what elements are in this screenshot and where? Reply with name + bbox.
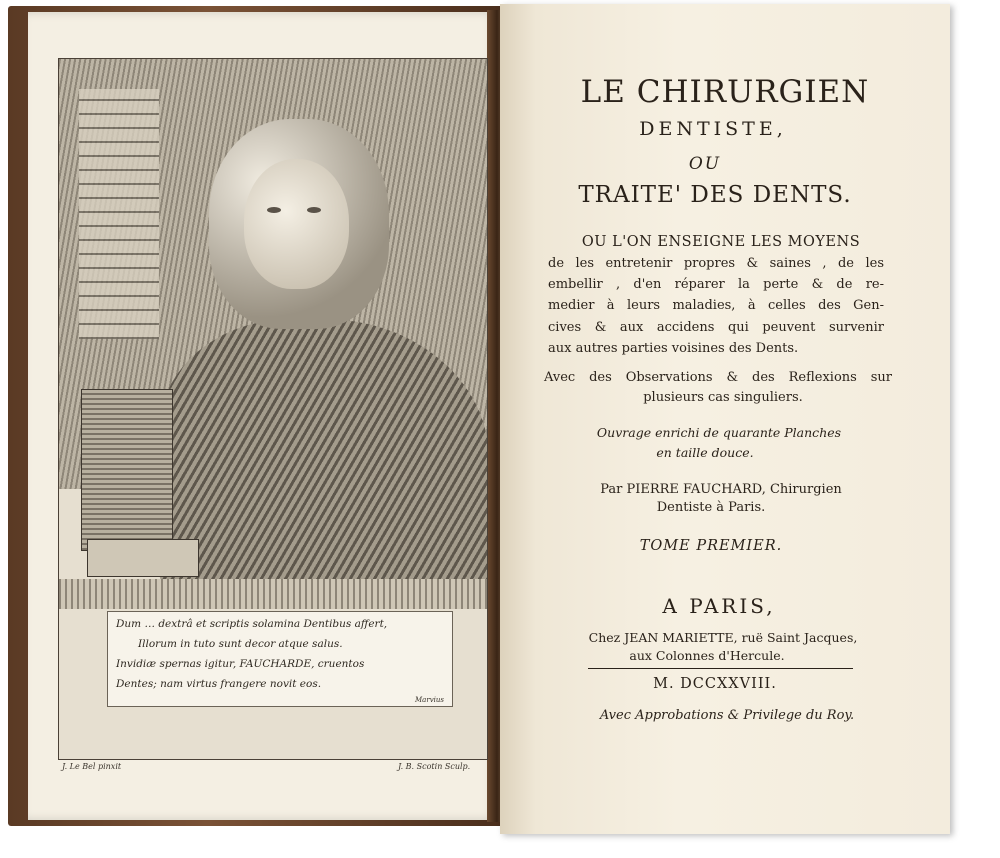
title-line-2: DENTISTE, xyxy=(639,118,787,140)
engraving-held-book xyxy=(81,389,173,551)
publisher-line-2: aux Colonnes d'Hercule. xyxy=(629,648,785,663)
publisher-line-1: Chez JEAN MARIETTE, ruë Saint Jacques, xyxy=(588,630,858,645)
verse-plaque xyxy=(107,611,453,707)
ouvrage-line-1: Ouvrage enrichi de quarante Planches xyxy=(596,425,842,440)
engraving-lower-book xyxy=(87,539,199,577)
subtitle-line-5: aux autres parties voisines des Dents. xyxy=(548,341,799,356)
engraving-eye-right xyxy=(307,207,321,213)
approbation-line: Avec Approbations & Privilege du Roy. xyxy=(599,708,855,723)
title-line-1: LE CHIRURGIEN xyxy=(580,74,870,110)
tome-label: TOME PREMIER. xyxy=(639,538,783,554)
avec-line-1: Avec des Observations & des Reflexions sur xyxy=(544,370,892,385)
verse-line-1: Dum … dextrâ et scriptis solamina Dentibus affert, xyxy=(116,618,388,630)
plaque-signature: Marvius xyxy=(415,696,444,704)
author-line-1: Par PIERRE FAUCHARD, Chirurgien xyxy=(600,482,842,497)
title-line-4: TRAITE' DES DENTS. xyxy=(578,182,852,208)
author-line-2: Dentiste à Paris. xyxy=(656,500,766,515)
ouvrage-line-2: en taille douce. xyxy=(656,445,754,460)
avec-line-2: plusieurs cas singuliers. xyxy=(643,390,803,405)
engraving-ledge xyxy=(59,579,487,609)
title-rule xyxy=(588,668,853,669)
verse-line-3: Invidiæ spernas igitur, FAUCHARDE, cruentos xyxy=(116,658,365,670)
portrait-engraving xyxy=(58,58,488,760)
city-label: A PARIS, xyxy=(662,594,776,618)
engraving-robe xyxy=(159,319,488,599)
publication-year: M. DCCXXVIII. xyxy=(653,676,777,692)
painter-credit: J. Le Bel pinxit xyxy=(62,762,122,771)
engraving-face xyxy=(244,159,349,289)
engraving-eye-left xyxy=(267,207,281,213)
subtitle-line-4: cives & aux accidens qui peuvent survenir xyxy=(548,320,884,335)
title-line-3: OU xyxy=(688,154,722,174)
engraver-credit: J. B. Scotin Sculp. xyxy=(398,762,471,771)
verse-line-4: Dentes; nam virtus frangere novit eos. xyxy=(116,678,322,690)
verse-line-2: Illorum in tuto sunt decor atque salus. xyxy=(138,638,343,650)
subtitle-line-2: embellir , d'en réparer la perte & de re- xyxy=(548,277,884,292)
subtitle-line-3: medier à leurs maladies, à celles des Gen- xyxy=(548,298,884,313)
engraving-window xyxy=(79,89,159,339)
subtitle-line-1: de les entretenir propres & saines , de les xyxy=(548,256,884,271)
subtitle-head: OU L'ON ENSEIGNE LES MOYENS xyxy=(581,234,861,250)
